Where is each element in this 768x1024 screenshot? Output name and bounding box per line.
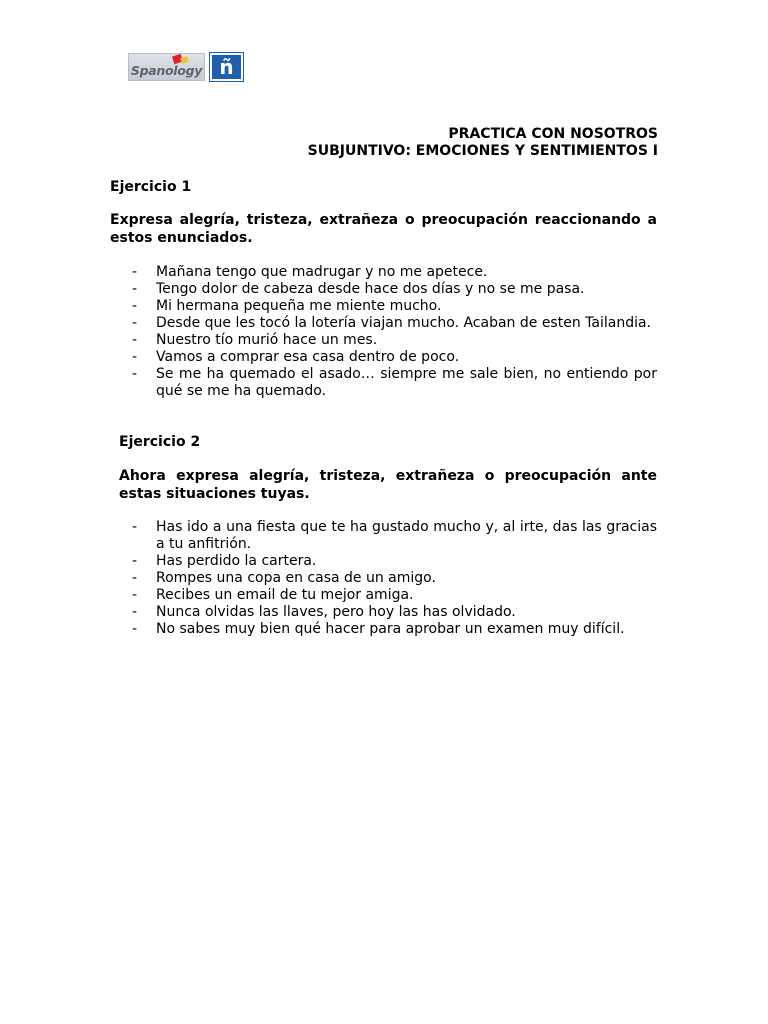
list-item (132, 298, 657, 315)
bullet-dash: - (132, 281, 138, 297)
list-item (132, 349, 657, 366)
exercise-2-heading: Ejercicio 2 (119, 434, 201, 450)
list-item (132, 519, 657, 553)
document-title: PRACTICA CON NOSOTROS (448, 126, 658, 142)
list-item (132, 366, 657, 400)
list-item-text: Mañana tengo que madrugar y no me apetece. (156, 264, 488, 280)
bullet-dash: - (132, 553, 138, 569)
bullet-dash: - (132, 349, 138, 365)
list-item-text: Has perdido la cartera. (156, 553, 317, 569)
spanology-logo-text: Spanology (130, 62, 203, 78)
exercise-1-heading: Ejercicio 1 (110, 179, 192, 195)
enye-logo-icon: ñ (210, 53, 243, 81)
list-item-text: Nunca olvidas las llaves, pero hoy las has olvidado. (156, 604, 516, 620)
bullet-dash: - (132, 264, 138, 280)
logo-group (128, 53, 243, 81)
exercise-2-list (132, 519, 657, 638)
bullet-dash: - (132, 298, 138, 314)
exercise-1-list (132, 264, 657, 400)
list-item-text: Vamos a comprar esa casa dentro de poco. (156, 349, 460, 365)
bullet-dash: - (132, 366, 138, 382)
list-item (132, 587, 657, 604)
bullet-dash: - (132, 604, 138, 620)
list-item (132, 621, 657, 638)
list-item-text: Mi hermana pequeña me miente mucho. (156, 298, 442, 314)
list-item-text: Tengo dolor de cabeza desde hace dos días y no se me pasa. (156, 281, 585, 297)
bullet-dash: - (132, 315, 138, 331)
spanology-logo (128, 53, 205, 81)
list-item-text: Recibes un email de tu mejor amiga. (156, 587, 414, 603)
list-item-text: Desde que les tocó la lotería viajan mucho. Acaban de esten Tailandia. (156, 315, 652, 331)
list-item (132, 604, 657, 621)
list-item (132, 264, 657, 281)
bullet-dash: - (132, 519, 138, 535)
bullet-dash: - (132, 587, 138, 603)
bullet-dash: - (132, 621, 138, 637)
list-item (132, 553, 657, 570)
bullet-dash: - (132, 570, 138, 586)
list-item-text: Se me ha quemado el asado… siempre me sale bien, no entiendo por qué se me ha quemado. (156, 366, 657, 399)
list-item (132, 332, 657, 349)
list-item-text: Rompes una copa en casa de un amigo. (156, 570, 436, 586)
exercise-1-instruction: Expresa alegría, tristeza, extrañeza o preocupación reaccionando a estos enunciados. (110, 212, 657, 246)
list-item-text: No sabes muy bien qué hacer para aprobar un examen muy difícil. (156, 621, 625, 637)
list-item (132, 570, 657, 587)
list-item-text: Nuestro tío murió hace un mes. (156, 332, 378, 348)
document-subtitle: SUBJUNTIVO: EMOCIONES Y SENTIMIENTOS I (307, 143, 658, 159)
list-item (132, 281, 657, 298)
exercise-2-instruction: Ahora expresa alegría, tristeza, extrañeza o preocupación ante estas situaciones tuyas. (119, 468, 657, 502)
list-item-text: Has ido a una fiesta que te ha gustado mucho y, al irte, das las gracias a tu anfitrión. (156, 519, 657, 552)
bullet-dash: - (132, 332, 138, 348)
list-item (132, 315, 657, 332)
